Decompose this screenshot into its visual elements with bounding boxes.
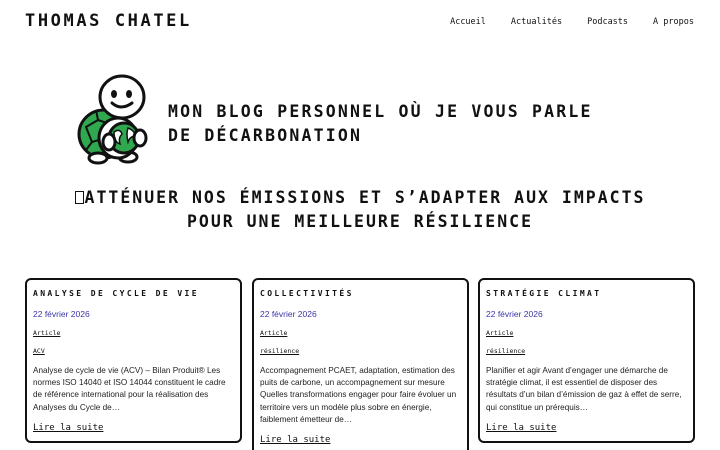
article-card[interactable] xyxy=(252,278,469,450)
card-excerpt: Analyse de cycle de vie (ACV) – Bilan Produit® Les normes ISO 14040 et ISO 14044 constituent le cadre de référence international pour la réalisation des Analyses du Cycle de… xyxy=(33,366,226,412)
turtle-earth-icon xyxy=(76,72,154,168)
read-more-link[interactable]: Lire la suite xyxy=(486,422,557,433)
tagline-line-2: POUR UNE MEILLEURE RÉSILIENCE xyxy=(186,212,534,231)
card-tag[interactable]: résilience xyxy=(486,347,526,355)
tagline-line-1: ATTÉNUER NOS ÉMISSIONS ET S’ADAPTER AUX IMPACTS xyxy=(84,188,646,207)
read-more-link[interactable]: Lire la suite xyxy=(33,422,104,433)
hero-heading-line-2: DE DÉCARBONATION xyxy=(168,126,363,145)
article-card[interactable] xyxy=(25,278,242,443)
tagline xyxy=(0,186,720,234)
card-excerpt: Accompagnement PCAET, adaptation, estimation des puits de carbone, un accompagnement sur mesure Quelles transformations engager pour faire évoluer un territoire vers un modèle plus sobre en énergie, faiblement émetteur de… xyxy=(260,366,457,424)
card-tag[interactable]: résilience xyxy=(260,347,300,355)
nav-link-actualites[interactable]: Actualités xyxy=(510,17,563,27)
nav-link-accueil[interactable]: Accueil xyxy=(450,17,486,27)
card-date: 22 février 2026 xyxy=(260,309,317,319)
card-date: 22 février 2026 xyxy=(486,309,543,319)
card-tag[interactable]: ACV xyxy=(33,347,45,355)
card-tag[interactable]: Article xyxy=(260,329,288,337)
card-title[interactable]: STRATÉGIE CLIMAT xyxy=(486,289,602,298)
missing-glyph-icon xyxy=(75,191,84,204)
nav-link-a-propos[interactable]: A propos xyxy=(653,17,694,27)
nav-link-podcasts[interactable]: Podcasts xyxy=(587,17,629,27)
card-date: 22 février 2026 xyxy=(33,309,90,319)
hero-heading xyxy=(168,100,593,148)
card-excerpt: Planifier et agir Avant d’engager une démarche de stratégie climat, il est essentiel de disposer des résultats d’un bilan d’émission de gaz à effet de serre, qui constitue un prérequis… xyxy=(486,366,682,412)
site-title[interactable]: THOMAS CHATEL xyxy=(25,11,192,31)
card-tag[interactable]: Article xyxy=(33,329,61,337)
article-card[interactable] xyxy=(478,278,695,443)
card-title[interactable]: ANALYSE DE CYCLE DE VIE xyxy=(33,289,199,298)
read-more-link[interactable]: Lire la suite xyxy=(260,435,331,446)
card-tag[interactable]: Article xyxy=(486,329,514,337)
main-nav xyxy=(425,17,694,27)
hero-heading-line-1: MON BLOG PERSONNEL OÙ JE VOUS PARLE xyxy=(168,102,593,121)
card-title[interactable]: COLLECTIVITÉS xyxy=(260,289,354,298)
